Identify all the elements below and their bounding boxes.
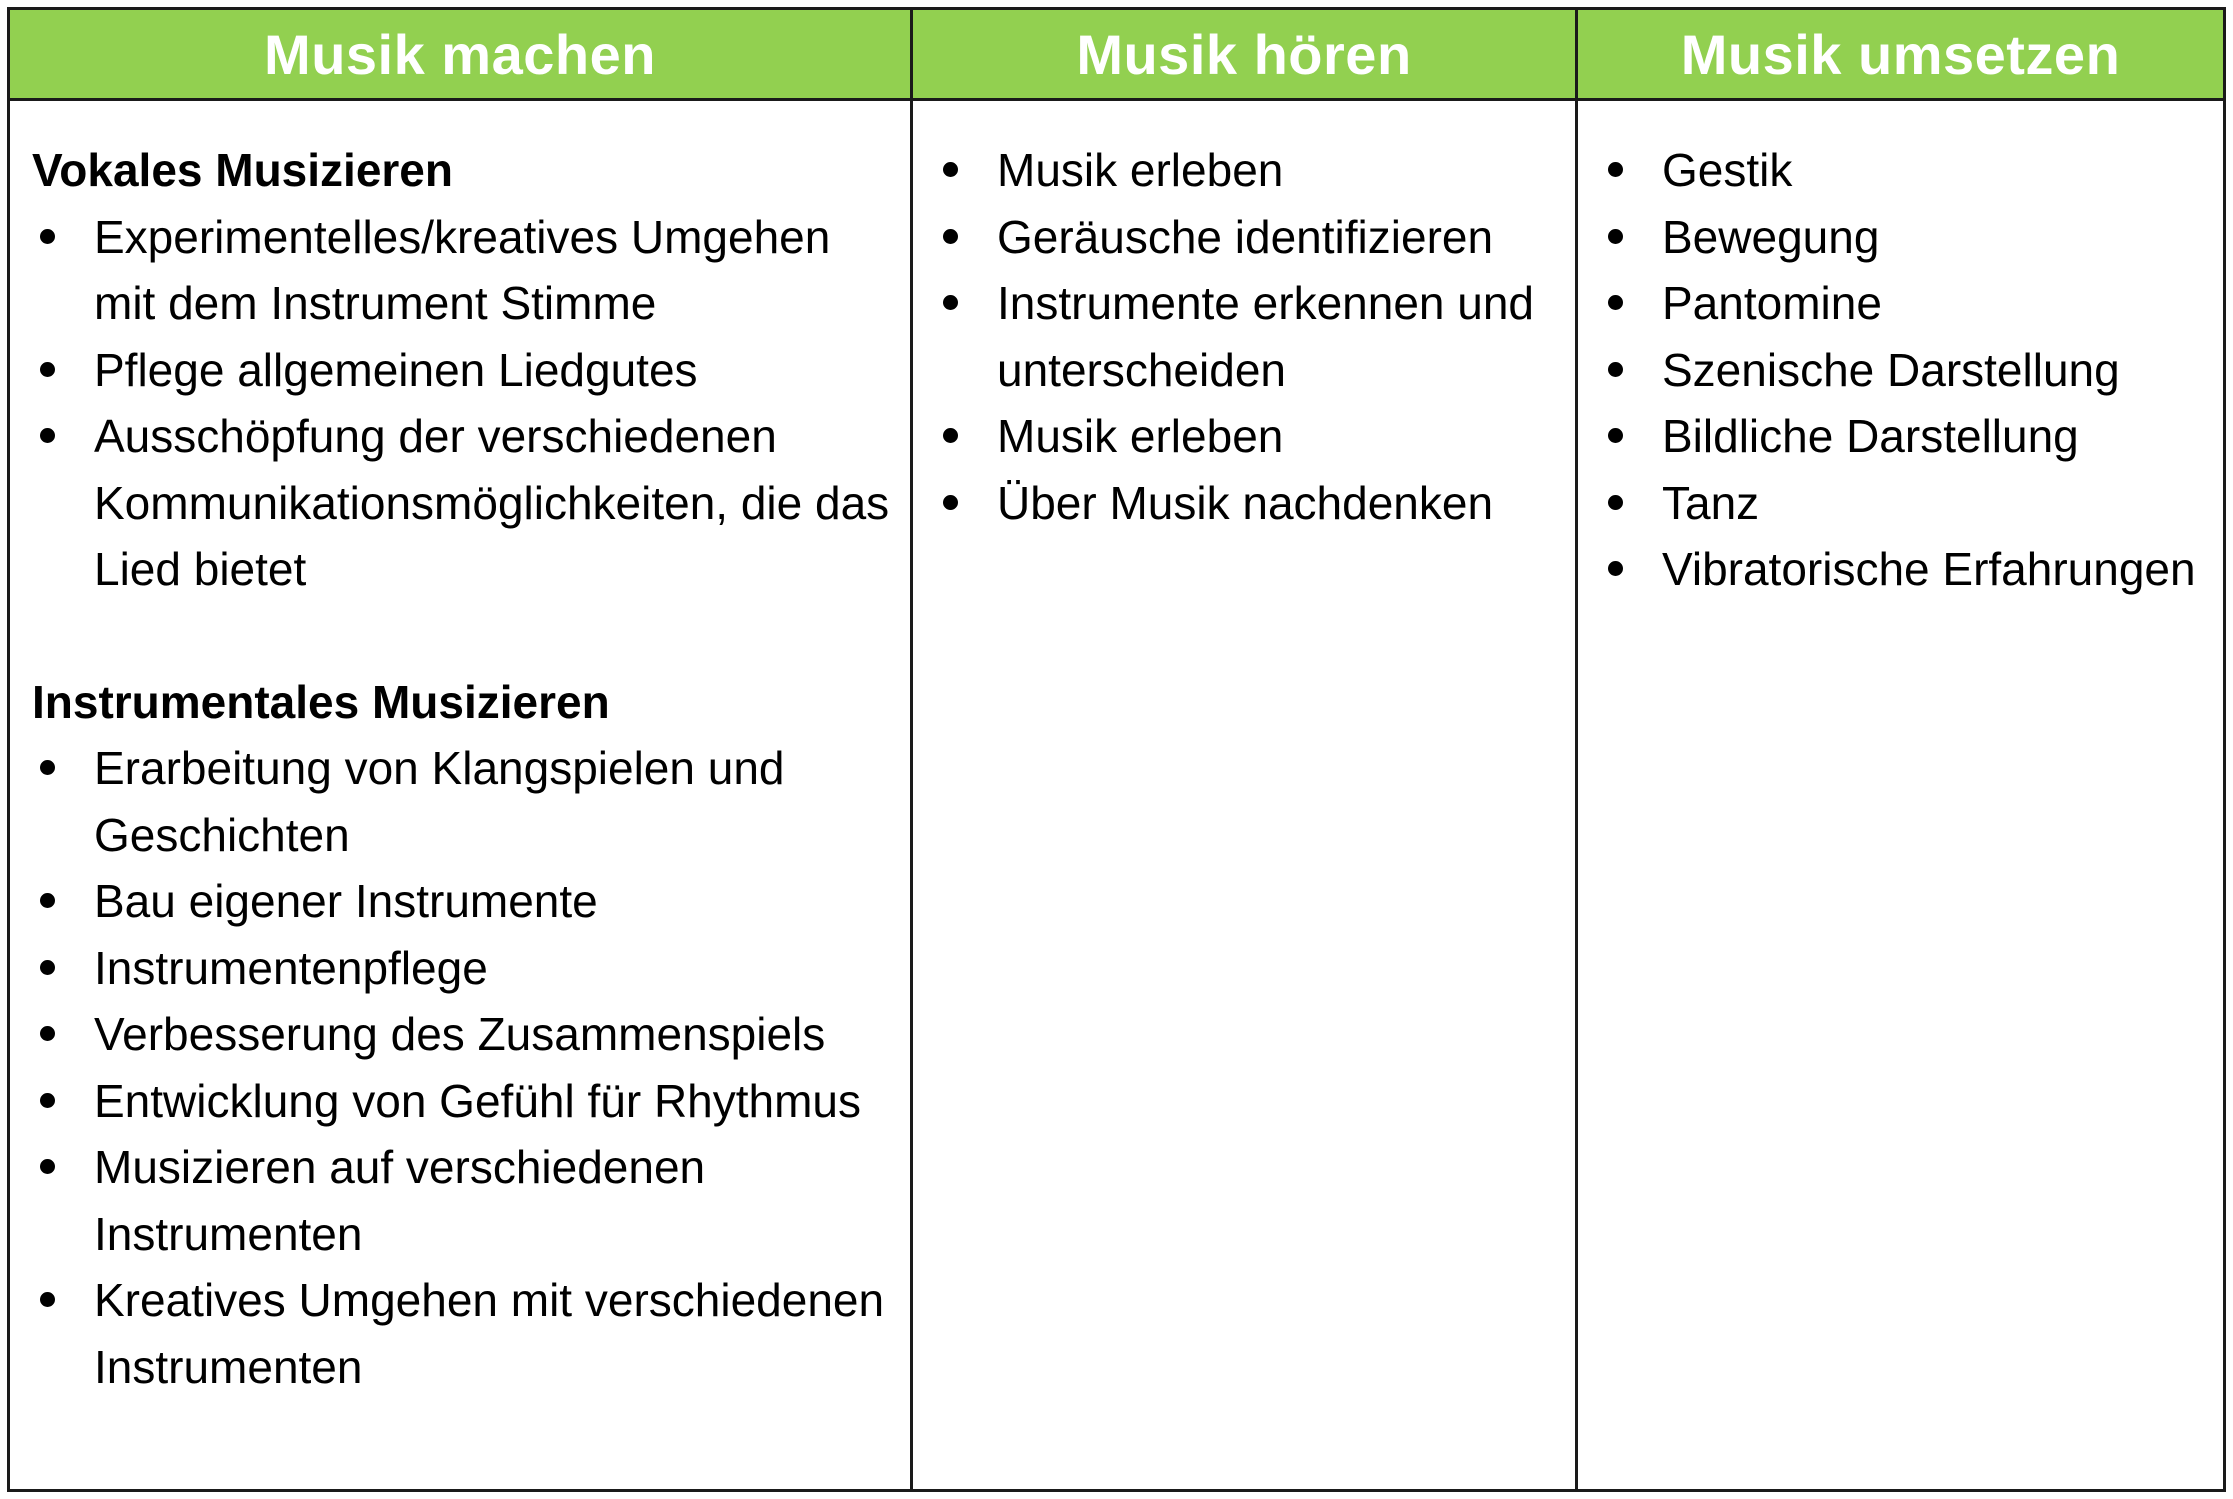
list-item: Ausschöpfung der verschiedenen Kommunikationsmöglichkeiten, die das Lied bietet [32, 403, 910, 603]
list-item: Musik erleben [935, 137, 1575, 204]
list-item: Geräusche identifizieren [935, 204, 1575, 271]
header-musik-machen: Musik machen [10, 10, 913, 101]
bullet-icon [943, 295, 958, 310]
list-item: Instrumente erkennen und unterscheiden [935, 270, 1575, 403]
list-item: Experimentelles/kreatives Umgehen mit dem Instrument Stimme [32, 204, 910, 337]
list-item: Bildliche Darstellung [1600, 403, 2223, 470]
section-title-vokales: Vokales Musizieren [32, 144, 453, 196]
bullet-icon [1608, 162, 1623, 177]
section-title-instrumentales: Instrumentales Musizieren [32, 675, 610, 728]
list-item: Erarbeitung von Klangspielen und Geschichten [32, 735, 910, 868]
bullet-icon [1608, 295, 1623, 310]
bullet-icon [40, 428, 55, 443]
list-item: Musizieren auf verschiedenen Instrumenten [32, 1134, 910, 1267]
bullet-icon [943, 162, 958, 177]
list-instrumentales [32, 735, 910, 1400]
bullet-icon [40, 362, 55, 377]
cell-musik-machen [10, 101, 913, 1489]
list-item: Entwicklung von Gefühl für Rhythmus [32, 1068, 910, 1135]
bullet-icon [943, 229, 958, 244]
bullet-icon [40, 760, 55, 775]
bullet-icon [943, 495, 958, 510]
list-item: Musik erleben [935, 403, 1575, 470]
bullet-icon [943, 428, 958, 443]
section-spacer [32, 603, 910, 669]
bullet-icon [1608, 495, 1623, 510]
bullet-icon [40, 893, 55, 908]
list-vokales [32, 204, 910, 603]
bullet-icon [1608, 428, 1623, 443]
list-item: Szenische Darstellung [1600, 337, 2223, 404]
cell-musik-umsetzen [1578, 101, 2223, 1489]
list-item: Pantomine [1600, 270, 2223, 337]
list-item: Bewegung [1600, 204, 2223, 271]
bullet-icon [40, 1292, 55, 1307]
list-item: Tanz [1600, 470, 2223, 537]
cell-musik-hoeren [913, 101, 1578, 1489]
list-item: Kreatives Umgehen mit verschiedenen Instrumenten [32, 1267, 910, 1400]
list-item: Vibratorische Erfahrungen [1600, 536, 2223, 603]
bullet-icon [40, 1159, 55, 1174]
list-musik-umsetzen [1600, 137, 2223, 603]
list-item: Instrumentenpflege [32, 935, 910, 1002]
header-musik-hoeren: Musik hören [913, 10, 1578, 101]
list-musik-hoeren [935, 137, 1575, 536]
music-activities-table [7, 7, 2226, 1492]
bullet-icon [40, 960, 55, 975]
bullet-icon [1608, 362, 1623, 377]
header-musik-umsetzen: Musik umsetzen [1578, 10, 2223, 101]
bullet-icon [40, 1093, 55, 1108]
list-item: Über Musik nachdenken [935, 470, 1575, 537]
list-item: Gestik [1600, 137, 2223, 204]
list-item: Bau eigener Instrumente [32, 868, 910, 935]
bullet-icon [1608, 229, 1623, 244]
bullet-icon [1608, 561, 1623, 576]
bullet-icon [40, 229, 55, 244]
list-item: Verbesserung des Zusammenspiels [32, 1001, 910, 1068]
bullet-icon [40, 1026, 55, 1041]
list-item: Pflege allgemeinen Liedgutes [32, 337, 910, 404]
